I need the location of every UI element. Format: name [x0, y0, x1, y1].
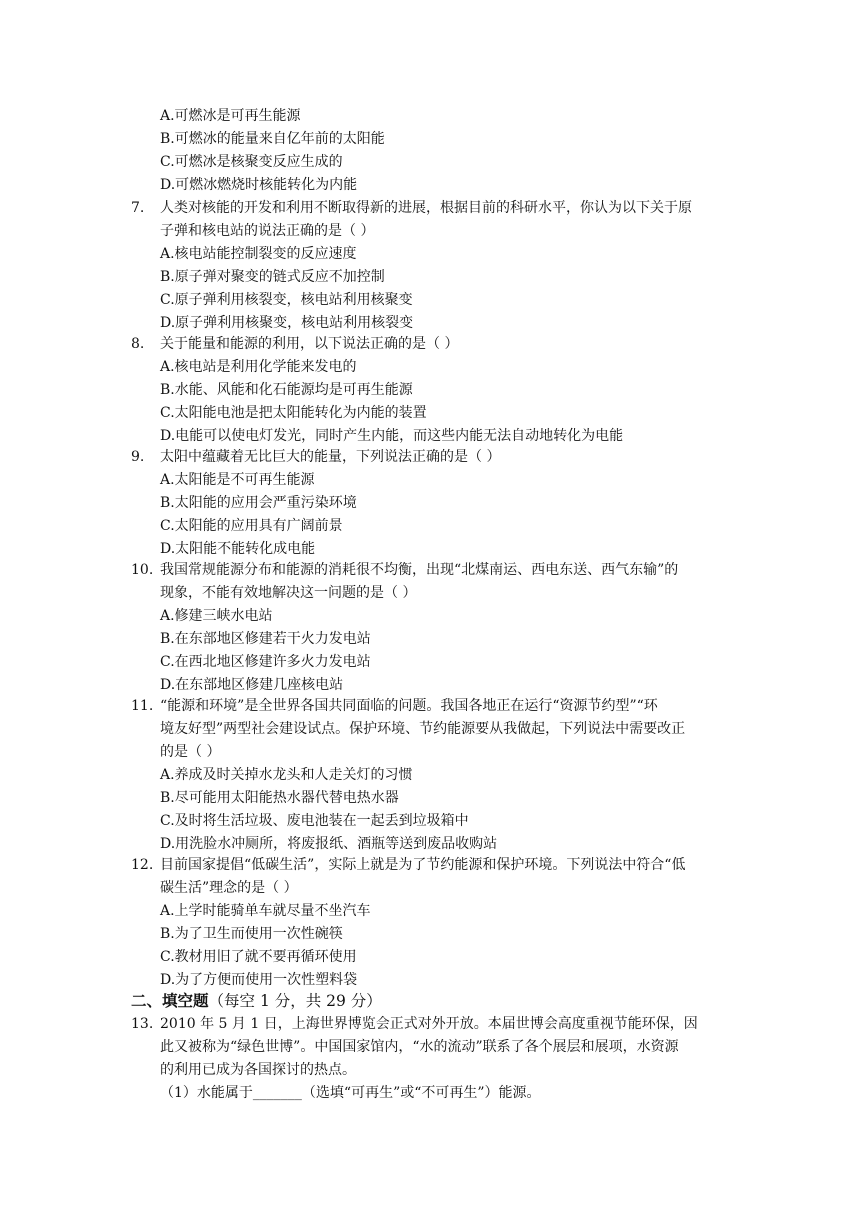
q12-option-c: C.教材用旧了就不要再循环使用: [160, 949, 357, 965]
q11-stem-line-2: 境友好型”两型社会建设试点。保护环境、节约能源要从我做起，下列说法中需要改正: [160, 721, 686, 737]
q10-option-a: A.修建三峡水电站: [160, 608, 273, 624]
q13-stem-line-1: 2010 年 5 月 1 日，上海世界博览会正式对外开放。本届世博会高度重视节能环保，因: [160, 1016, 698, 1032]
q12-option-d: D.为了方便而使用一次性塑料袋: [160, 972, 358, 988]
q8-option-b: B.水能、风能和化石能源均是可再生能源: [160, 382, 413, 398]
q12-option-b: B.为了卫生而使用一次性碗筷: [160, 926, 343, 942]
q9-stem-line-1: 太阳中蕴藏着无比巨大的能量，下列说法正确的是（ ）: [160, 449, 501, 465]
q6-option-d: D.可燃冰燃烧时核能转化为内能: [160, 177, 358, 193]
q6-option-b: B.可燃冰的能量来自亿年前的太阳能: [160, 131, 385, 147]
q11-stem-line-3: 的是（ ）: [160, 744, 221, 760]
q11-option-a: A.养成及时关掉水龙头和人走关灯的习惯: [160, 767, 413, 783]
q13-stem-line-2: 此又被称为“绿色世博”。中国国家馆内，“水的流动”联系了各个展层和展项，水资源: [160, 1039, 679, 1055]
q9-option-d: D.太阳能不能转化成电能: [160, 541, 316, 557]
q7-option-a: A.核电站能控制裂变的反应速度: [160, 246, 357, 262]
q9-option-b: B.太阳能的应用会严重污染环境: [160, 495, 357, 511]
q9-option-a: A.太阳能是不可再生能源: [160, 472, 315, 488]
q6-option-c: C.可燃冰是核聚变反应生成的: [160, 154, 343, 170]
q9-number: 9.: [131, 449, 145, 465]
q10-option-d: D.在东部地区修建几座核电站: [160, 677, 344, 693]
q10-option-c: C.在西北地区修建许多火力发电站: [160, 654, 371, 670]
q8-option-a: A.核电站是利用化学能来发电的: [160, 359, 357, 375]
section-title: 二、填空题: [131, 991, 209, 1010]
q7-number: 7.: [131, 200, 145, 216]
q10-stem-line-2: 现象，不能有效地解决这一问题的是（ ）: [160, 585, 417, 601]
q13-stem-line-3: 的利用已成为各国探讨的热点。: [160, 1062, 356, 1078]
q12-number: 12.: [131, 857, 154, 873]
q7-option-c: C.原子弹利用核裂变，核电站利用核聚变: [160, 292, 413, 308]
q10-stem-line-1: 我国常规能源分布和能源的消耗很不均衡，出现“北煤南运、西电东送、西气东输”的: [160, 562, 679, 578]
q10-option-b: B.在东部地区修建若干火力发电站: [160, 631, 371, 647]
q11-option-d: D.用洗脸水冲厕所，将废报纸、酒瓶等送到废品收购站: [160, 836, 498, 852]
section-heading-fill-in: [131, 990, 382, 1012]
q8-option-d: D.电能可以使电灯发光，同时产生内能，而这些内能无法自动地转化为电能: [160, 428, 624, 444]
q12-stem-line-1: 目前国家提倡“低碳生活”，实际上就是为了节约能源和保护环境。下列说法中符合“低: [160, 857, 686, 873]
q12-option-a: A.上学时能骑单车就尽量不坐汽车: [160, 903, 371, 919]
q11-stem-line-1: “能源和环境”是全世界各国共同面临的问题。我国各地正在运行“资源节约型”“环: [160, 698, 658, 714]
section-score-note: （每空 1 分，共 29 分）: [208, 992, 382, 1010]
q7-option-b: B.原子弹对聚变的链式反应不加控制: [160, 269, 385, 285]
q10-number: 10.: [131, 562, 154, 578]
q8-option-c: C.太阳能电池是把太阳能转化为内能的装置: [160, 405, 427, 421]
q13-subquestion-1: （1）水能属于_______（选填“可再生”或“不可再生”）能源。: [160, 1085, 541, 1101]
q9-option-c: C.太阳能的应用具有广阔前景: [160, 518, 343, 534]
q11-option-c: C.及时将生活垃圾、废电池装在一起丢到垃圾箱中: [160, 813, 469, 829]
q7-stem-line-1: 人类对核能的开发和利用不断取得新的进展，根据目前的科研水平，你认为以下关于原: [160, 200, 692, 216]
q8-stem-line-1: 关于能量和能源的利用，以下说法正确的是（ ）: [160, 336, 459, 352]
q11-number: 11.: [131, 698, 154, 714]
q8-number: 8.: [131, 336, 145, 352]
q12-stem-line-2: 碳生活”理念的是（ ）: [160, 880, 298, 896]
q7-stem-line-2: 子弹和核电站的说法正确的是（ ）: [160, 223, 375, 239]
q11-option-b: B.尽可能用太阳能热水器代替电热水器: [160, 790, 399, 806]
q7-option-d: D.原子弹利用核聚变，核电站利用核裂变: [160, 315, 414, 331]
q13-number: 13.: [131, 1016, 154, 1032]
q6-option-a: A.可燃冰是可再生能源: [160, 108, 301, 124]
